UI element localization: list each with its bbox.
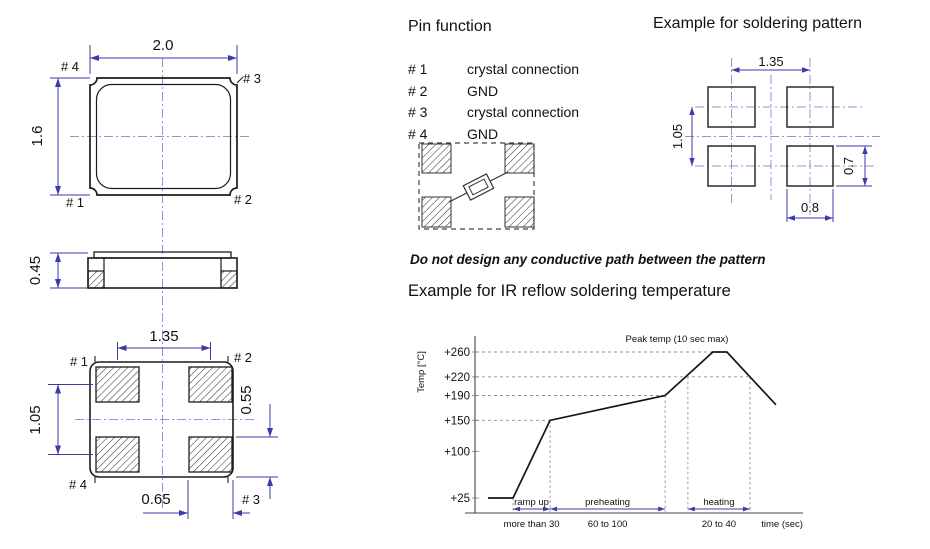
top-view-width-dim: 2.0 [152,37,174,54]
y-tick-label: +220 [444,371,470,384]
pin-role: GND [467,125,499,142]
temperature-curve [488,352,776,498]
y-tick-label: +190 [444,390,470,403]
y-tick-label: +260 [444,347,470,359]
pin-function-title: Pin function [408,18,492,35]
soldering-pattern-title: Example for soldering pattern [653,15,862,32]
pin-connection-diagram [415,140,540,235]
top-view-pin1-label: # 1 [65,195,85,210]
diagram-pad-br [505,197,534,227]
top-view [70,77,250,195]
pin-role: crystal connection [467,61,580,77]
top-view-pin2-label: # 2 [233,192,253,207]
side-pad-right [221,271,237,288]
phase-arrow-head [550,507,557,512]
bottom-view [75,356,255,483]
peak-temp-annotation: Peak temp (10 sec max) [625,334,729,345]
pin-role: crystal connection [467,104,580,120]
phase-duration-label: 20 to 40 [701,519,737,530]
x-axis-label: time (sec) [761,519,803,530]
pin-number: # 2 [408,82,428,99]
crystal-symbol [463,174,493,200]
y-axis-label: Temp [°C] [416,351,427,393]
phase-label: ramp up [514,497,549,508]
conductive-path-warning: Do not design any conductive path between the pattern [410,252,766,267]
bottom-pad-2 [189,367,232,402]
phase-arrow-head [688,507,695,512]
pin-number: # 1 [408,61,428,77]
bottom-view-pad-span-dim: 0.65 [141,491,171,508]
bottom-view-pin2-label: # 2 [233,350,253,365]
phase-label: heating [703,497,735,508]
phase-arrow-head [658,507,665,512]
diagram-pad-tr [505,144,534,173]
soldering-pattern-diagram [640,40,930,232]
y-tick-label: +150 [444,415,470,428]
solder-pitch-y-dim: 1.05 [670,123,685,150]
side-view-dimensions [50,253,88,288]
phase-label: preheating [585,497,631,508]
bottom-view-pin1-label: # 1 [69,354,89,369]
reflow-title: Example for IR reflow soldering temperature [408,282,731,300]
pin-function-row [408,81,579,103]
solder-pitch-x-dim: 1.35 [758,54,784,69]
bottom-pad-3 [189,437,232,472]
pin-role: GND [467,82,499,99]
bottom-view-pin3-label: # 3 [241,492,261,507]
diagram-pad-bl [422,197,451,227]
soldering-dimensions [689,67,872,222]
top-view-height-dim: 1.6 [29,125,46,147]
side-view-height-dim: 0.45 [27,255,44,286]
phase-arrow-head [743,507,750,512]
diagram-pad-tl [422,144,451,173]
top-view-pin3-label: # 3 [242,71,262,86]
pin-function-table [408,59,579,145]
pin-function-row [408,102,579,124]
solder-pad-height-dim: 0.7 [841,156,856,176]
y-tick-label: +25 [450,493,470,505]
solder-pad-width-dim: 0.8 [800,200,820,215]
top-view-pin4-label: # 4 [60,59,80,74]
bottom-pad-4 [96,437,139,472]
bottom-view-pin4-label: # 4 [68,477,88,492]
pin-number: # 4 [408,125,428,142]
pin-function-row [408,59,579,81]
bottom-view-pad-edge-dim: 0.55 [238,385,255,415]
bottom-view-pitch-y-dim: 1.05 [27,405,44,435]
phase-duration-label: 60 to 100 [587,519,628,530]
package-drawings [0,0,380,549]
y-tick-label: +100 [444,446,470,459]
side-pad-left [88,271,104,288]
pin-number: # 3 [408,104,428,120]
reflow-temperature-chart [395,325,930,549]
bottom-view-pitch-x-dim: 1.35 [149,328,179,345]
bottom-pad-1 [96,367,139,402]
phase-duration-label: more than 30 [503,519,560,530]
